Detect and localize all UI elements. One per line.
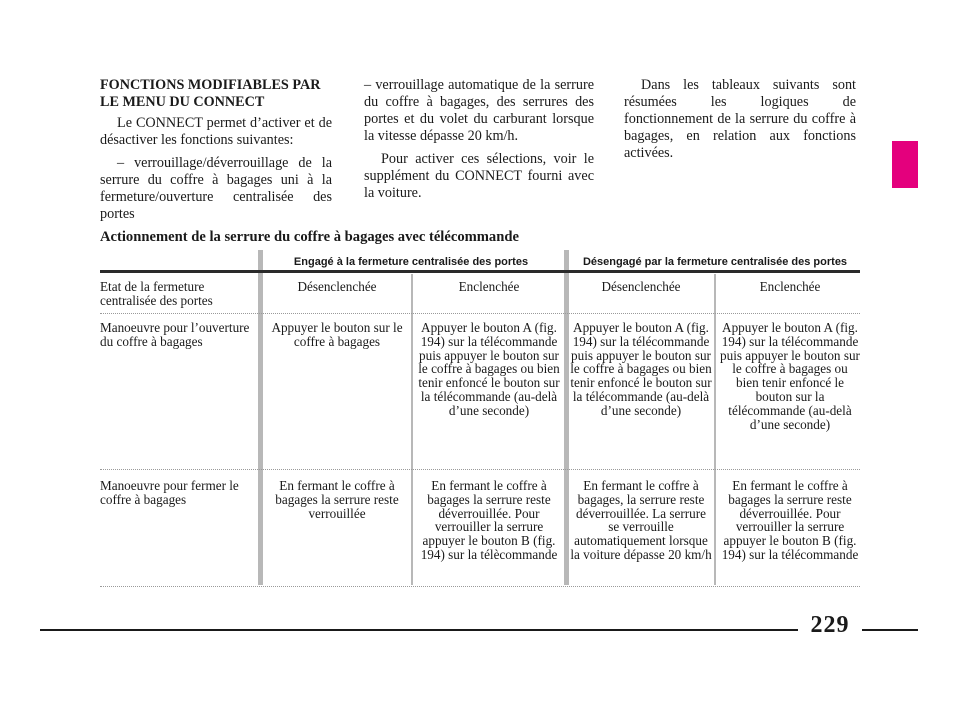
- column-divider: [714, 274, 716, 585]
- group-header-engaged: Engagé à la fermeture centralisée des portes: [293, 256, 529, 268]
- table-cell: Appuyer le bouton A (fig. 194) sur la télécommande puis appuyer le bouton sur le coffre à bagages ou bien tenir enfoncé le bouton sur la télécommande (au-delà d’une seconde): [418, 320, 560, 418]
- chapter-tab: [892, 141, 918, 188]
- intro-column-1: [100, 77, 332, 229]
- table-cell: En fermant le coffre à bagages, la serrure reste déverrouillée. La serrure se verrouille automatiquement lorsque la voiture dépasse 20 km/h: [570, 478, 712, 562]
- column-divider: [258, 250, 263, 585]
- row-separator: [100, 313, 860, 314]
- table-cell: Appuyer le bouton A (fig. 194) sur la télécommande puis appuyer le bouton sur le coffre à bagages ou bien tenir enfoncé le bouton sur la télécommande (au-delà d’une seconde): [570, 320, 712, 418]
- intro-paragraph: – verrouillage automatique de la serrure du coffre à bagages, des serrures des portes et du volet du carburant lorsque la vitesse dépasse 20 km/h.: [364, 77, 594, 144]
- table-title: Actionnement de la serrure du coffre à bagages avec télécommande: [100, 229, 519, 245]
- column-divider: [564, 250, 569, 585]
- table-cell: Enclenchée: [458, 279, 520, 294]
- table-header-rule: [100, 270, 860, 273]
- table-cell: Désenclenchée: [601, 279, 681, 294]
- table-cell: En fermant le coffre à bagages la serrure reste verrouillée: [275, 478, 399, 521]
- row-separator: [100, 469, 860, 470]
- section-heading: FONCTIONS MODIFIABLES PAR LE MENU DU CONNECT: [100, 77, 321, 110]
- table-cell: Appuyer le bouton A (fig. 194) sur la télécommande puis appuyer le bouton sur le coffre à bagages ou bien tenir enfoncé le bouton sur la télécommande (au-delà d’une seconde): [720, 320, 860, 432]
- footer-rule: [862, 629, 918, 631]
- table-cell: En fermant le coffre à bagages la serrure reste déverrouillée. Pour verrouiller la serrure appuyer le bouton B (fig. 194) sur la télècommande: [420, 478, 558, 562]
- table-cell: En fermant le coffre à bagages la serrure reste déverrouillée. Pour verrouiller la serrure appuyer le bouton B (fig. 194) sur la télécommande: [721, 478, 859, 562]
- table-cell: Enclenchée: [759, 279, 821, 294]
- row-label: Etat de la fermeture centralisée des portes: [100, 279, 213, 308]
- intro-column-3: [624, 77, 856, 168]
- intro-paragraph: Dans les tableaux suivants sont résumées les logiques de fonctionnement de la serrure du coffre à bagages, en relation aux fonctions activées.: [624, 77, 856, 161]
- intro-paragraph: Pour activer ces sélections, voir le supplément du CONNECT fourni avec la voiture.: [364, 151, 594, 201]
- footer-rule: [40, 629, 798, 631]
- intro-paragraph: – verrouillage/déverrouillage de la serrure du coffre à bagages uni à la fermeture/ouverture centralisée des portes: [100, 155, 332, 222]
- group-header-disengaged: Désengagé par la fermeture centralisée des portes: [582, 256, 848, 268]
- row-label: Manoeuvre pour l’ouverture du coffre à bagages: [100, 320, 250, 349]
- row-separator: [100, 586, 860, 587]
- column-divider: [411, 274, 413, 585]
- intro-paragraph: Le CONNECT permet d’activer et de désactiver les fonctions suivantes:: [100, 115, 332, 148]
- page-number: 229: [810, 612, 850, 638]
- table-cell: Désenclenchée: [297, 279, 377, 294]
- table-cell: Appuyer le bouton sur le coffre à bagages: [271, 320, 403, 349]
- intro-column-2: [364, 77, 594, 208]
- row-label: Manoeuvre pour fermer le coffre à bagages: [100, 478, 239, 507]
